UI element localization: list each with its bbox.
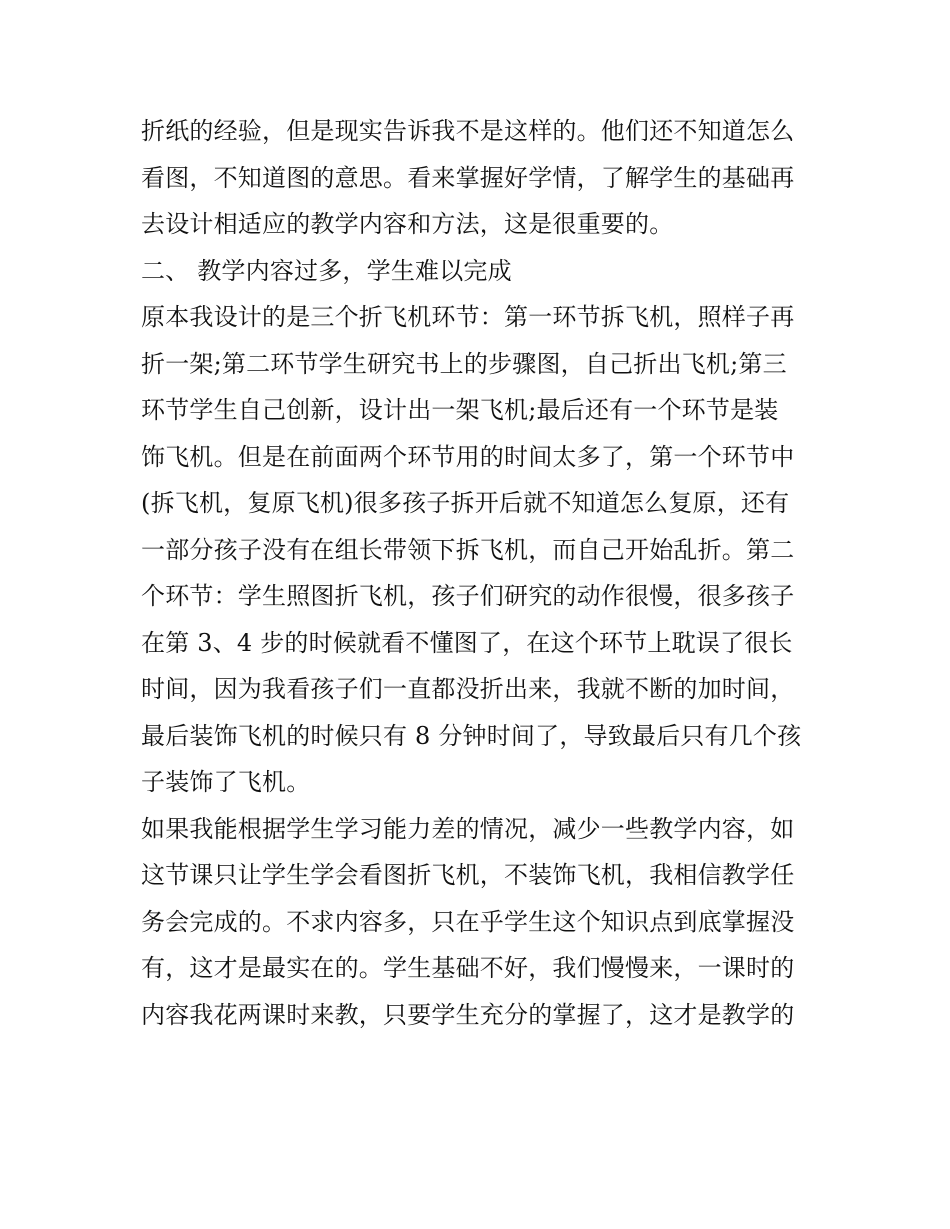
text-line: 折一架;第二环节学生研究书上的步骤图，自己折出飞机;第三 — [141, 349, 787, 378]
text-line: 务会完成的。不求内容多，只在乎学生这个知识点到底掌握没 — [141, 907, 795, 936]
text-line: 如果我能根据学生学习能力差的情况，减少一些教学内容，如 — [141, 814, 795, 843]
text-line: 折纸的经验，但是现实告诉我不是这样的。他们还不知道怎么 — [141, 117, 795, 145]
text-line: 去设计相适应的教学内容和方法，这是很重要的。 — [141, 210, 674, 238]
text-line: 原本我设计的是三个折飞机环节：第一环节拆飞机，照样子再 — [141, 303, 795, 331]
text-line: 子装饰了飞机。 — [141, 768, 311, 796]
text-line: 内容我花两课时来教，只要学生充分的掌握了，这才是教学的 — [141, 1000, 795, 1029]
text-line: 有，这才是最实在的。学生基础不好，我们慢慢来，一课时的 — [141, 954, 795, 982]
section-heading: 二、 教学内容过多，学生难以完成 — [141, 256, 512, 285]
text-line: 饰飞机。但是在前面两个环节用的时间太多了，第一个环节中 — [141, 442, 795, 471]
text-line: 看图，不知道图的意思。看来掌握好学情，了解学生的基础再 — [141, 163, 795, 192]
text-line: 最后装饰飞机的时候只有 8 分钟时间了，导致最后只有几个孩 — [141, 721, 802, 750]
document-body — [141, 108, 821, 1038]
text-line: 一部分孩子没有在组长带领下拆飞机，而自己开始乱折。第二 — [141, 535, 795, 564]
text-line: 环节学生自己创新，设计出一架飞机;最后还有一个环节是装 — [141, 396, 779, 424]
text-line: 在第 3、4 步的时候就看不懂图了，在这个环节上耽误了很长 — [141, 628, 793, 657]
text-line: (拆飞机，复原飞机)很多孩子拆开后就不知道怎么复原，还有 — [141, 489, 790, 517]
text-line: 这节课只让学生学会看图折飞机，不装饰飞机，我相信教学任 — [141, 861, 795, 889]
text-line: 时间，因为我看孩子们一直都没折出来，我就不断的加时间， — [141, 675, 795, 703]
text-line: 个环节：学生照图折飞机，孩子们研究的动作很慢，很多孩子 — [141, 582, 795, 610]
